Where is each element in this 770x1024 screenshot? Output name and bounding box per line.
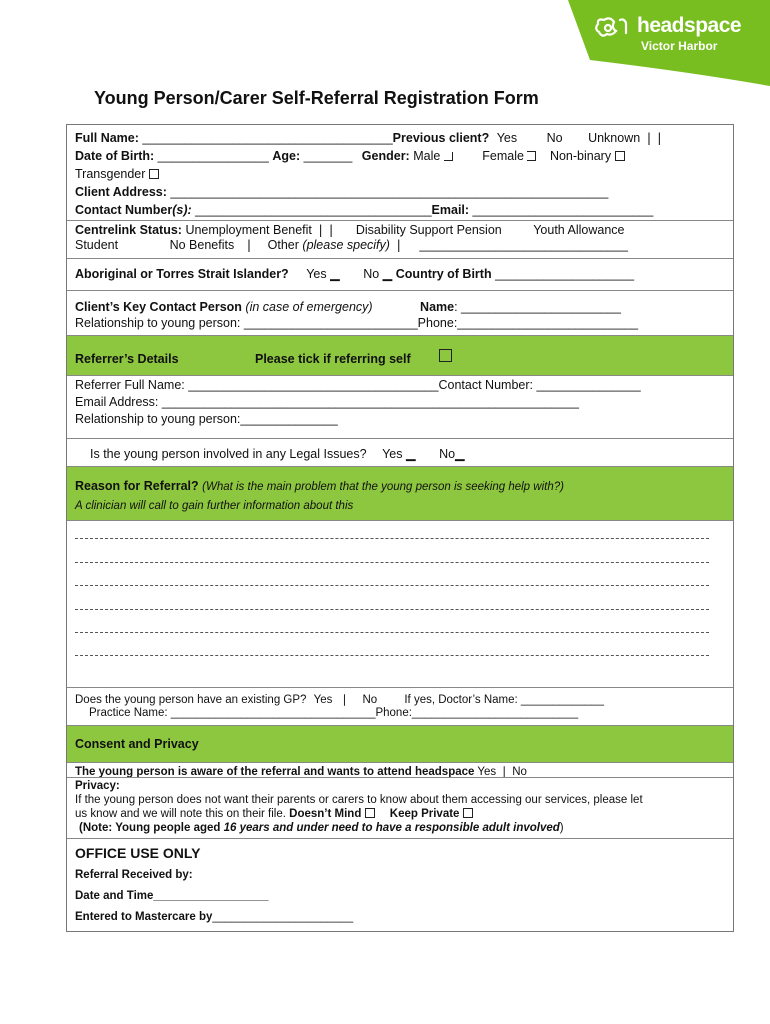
- reason-header-band: [67, 466, 733, 521]
- nonbinary-checkbox[interactable]: [615, 151, 625, 161]
- referrer-relationship-row: [75, 412, 338, 426]
- reason-header-line: [75, 479, 564, 493]
- form-title: Young Person/Carer Self-Referral Registration Form: [94, 88, 539, 108]
- legal-issues-row: [90, 446, 465, 461]
- address-label: Client Address:: [75, 185, 167, 199]
- gp-practice-row: [89, 707, 578, 719]
- female-checkbox[interactable]: [527, 151, 536, 161]
- previous-yes-option[interactable]: Yes: [496, 131, 518, 145]
- referrer-contact-field[interactable]: Contact Number: _______________: [438, 378, 641, 392]
- gender-male-option[interactable]: Male: [413, 149, 441, 163]
- benefits-row: [75, 237, 628, 252]
- mastercare-field[interactable]: ______________________: [212, 911, 354, 923]
- gp-yes-box[interactable]: ❘: [339, 694, 350, 706]
- logo-brand-text: headspace: [637, 14, 742, 37]
- consent-yes-box[interactable]: ❘: [499, 766, 510, 778]
- referrer-name-row: [75, 378, 641, 392]
- gp-yes-option[interactable]: Yes: [313, 694, 333, 706]
- previous-no-option[interactable]: No: [546, 131, 563, 145]
- key-contact-row: [75, 300, 621, 314]
- email-label: Email:: [431, 203, 470, 217]
- key-contact-note: (in case of emergency): [245, 300, 373, 314]
- reason-line[interactable]: [75, 655, 709, 656]
- reason-line[interactable]: [75, 632, 709, 633]
- privacy-row-2: [75, 808, 473, 820]
- legal-no-option[interactable]: No: [439, 447, 456, 461]
- legal-yes-option[interactable]: Yes: [382, 447, 403, 461]
- dob-label: Date of Birth:: [75, 149, 155, 163]
- reason-header: Reason for Referral?: [75, 479, 199, 493]
- keep-private-option[interactable]: Keep Private: [389, 808, 460, 820]
- unemployment-box[interactable]: ❘❘: [315, 223, 337, 237]
- referrer-header-band: [67, 335, 733, 376]
- aboriginal-yes-box[interactable]: ▁: [330, 267, 340, 281]
- referring-self-checkbox[interactable]: [439, 349, 452, 362]
- reason-line[interactable]: [75, 609, 709, 610]
- gender-female-option[interactable]: Female: [482, 149, 524, 163]
- logo-location-text: Victor Harbor: [641, 39, 718, 53]
- referral-received-label: Referral Received by:: [75, 869, 193, 881]
- dob-field[interactable]: ________________: [157, 149, 269, 163]
- full-name-label: Full Name:: [75, 131, 139, 145]
- full-name-row: [75, 130, 665, 145]
- key-contact-phone-field[interactable]: Phone:__________________________: [417, 316, 639, 330]
- email-field[interactable]: __________________________: [472, 203, 654, 217]
- previous-client-label: Previous client?: [392, 131, 490, 145]
- referrer-relationship-field[interactable]: Relationship to young person:______________: [75, 412, 338, 426]
- aboriginal-row: [75, 266, 634, 281]
- referrer-email-field[interactable]: Email Address: ____________________________________________________________: [75, 395, 579, 409]
- centrelink-label: Centrelink Status:: [75, 223, 182, 237]
- gp-phone-field[interactable]: Phone:__________________________: [375, 707, 579, 719]
- referrer-email-row: [75, 395, 579, 409]
- divider: [67, 438, 733, 439]
- mastercare-row: [75, 911, 353, 923]
- gp-row: [75, 692, 604, 706]
- privacy-text-2: us know and we will note this on their file.: [75, 808, 286, 820]
- unemployment-option[interactable]: Unemployment Benefit: [185, 223, 312, 237]
- aboriginal-no-option[interactable]: No: [363, 267, 380, 281]
- gender-nonbinary-option[interactable]: Non-binary: [549, 149, 612, 163]
- centrelink-row: [75, 222, 625, 237]
- date-time-field[interactable]: Date and Time__________________: [75, 890, 269, 902]
- gp-practice-field[interactable]: Practice Name: ________________________________: [89, 707, 376, 719]
- country-of-birth-label: Country of Birth: [395, 267, 492, 281]
- consent-aware-label: The young person is aware of the referral and wants to attend headspace: [75, 766, 475, 778]
- contact-field[interactable]: __________________________________: [195, 203, 432, 217]
- other-option[interactable]: Other: [267, 238, 303, 252]
- gender-transgender-option[interactable]: Transgender: [75, 167, 146, 181]
- contact-label: Contact Number: [75, 203, 173, 217]
- no-benefits-option[interactable]: No Benefits: [169, 238, 235, 252]
- no-benefits-box[interactable]: ❘: [243, 238, 255, 252]
- other-specify-note: (please specify): [302, 238, 390, 252]
- aboriginal-yes-option[interactable]: Yes: [306, 267, 327, 281]
- keep-private-checkbox[interactable]: [463, 808, 473, 818]
- country-of-birth-field[interactable]: ____________________: [495, 267, 635, 281]
- disability-option[interactable]: Disability Support Pension: [355, 223, 502, 237]
- other-box[interactable]: ❘: [393, 238, 404, 252]
- legal-no-box[interactable]: ▁: [455, 447, 465, 461]
- privacy-text-1: If the young person does not want their parents or carers to know about them accessing our services, please let: [75, 794, 643, 806]
- mastercare-label: Entered to Mastercare by: [75, 911, 213, 923]
- gender-label: Gender:: [361, 149, 410, 163]
- divider: [67, 777, 733, 778]
- reason-line[interactable]: [75, 585, 709, 586]
- aboriginal-no-box[interactable]: ▁: [382, 267, 393, 281]
- key-contact-label: Client’s Key Contact Person: [75, 300, 242, 314]
- previous-unknown-option[interactable]: Unknown: [588, 131, 641, 145]
- note-text-b: 16 years and under need to have a responsible adult involved: [223, 822, 560, 834]
- consent-header-band: [67, 725, 733, 763]
- doesnt-mind-checkbox[interactable]: [365, 808, 375, 818]
- consent-header: Consent and Privacy: [75, 737, 199, 751]
- divider: [67, 290, 733, 291]
- divider: [67, 838, 733, 839]
- key-contact-relationship-field[interactable]: Relationship to young person: _________________________: [75, 316, 418, 330]
- consent-aware-row: [75, 764, 527, 778]
- legal-issues-question: Is the young person involved in any Legal Issues?: [90, 447, 367, 461]
- youth-allowance-option[interactable]: Youth Allowance: [533, 223, 625, 237]
- referral-form: [66, 124, 734, 932]
- divider: [67, 258, 733, 259]
- referrer-header: Referrer’s Details: [75, 352, 179, 366]
- consent-no-option[interactable]: No: [512, 766, 527, 778]
- previous-unknown-box[interactable]: ❘❘: [643, 131, 665, 145]
- male-checkbox[interactable]: [444, 152, 453, 161]
- reason-line[interactable]: [75, 538, 709, 539]
- divider: [67, 220, 733, 221]
- legal-yes-box[interactable]: ▁: [405, 447, 416, 461]
- privacy-label: Privacy:: [75, 780, 120, 792]
- student-option[interactable]: Student: [75, 238, 119, 252]
- age-label: Age:: [272, 149, 301, 163]
- doesnt-mind-option[interactable]: Doesn’t Mind: [289, 808, 362, 820]
- transgender-checkbox[interactable]: [149, 169, 159, 179]
- address-field[interactable]: _______________________________________________________________: [170, 185, 609, 199]
- divider: [67, 687, 733, 688]
- gp-doctor-field[interactable]: If yes, Doctor’s Name: _____________: [404, 694, 605, 706]
- address-row: [75, 185, 608, 199]
- clinician-note: A clinician will call to gain further information about this: [75, 500, 354, 512]
- dob-row: [75, 149, 625, 163]
- note-row: [79, 822, 564, 834]
- consent-yes-option[interactable]: Yes: [477, 766, 497, 778]
- note-text-c: ): [559, 822, 564, 834]
- contact-row: [75, 203, 653, 217]
- contact-label-suffix: (s):: [172, 203, 192, 217]
- full-name-field[interactable]: ____________________________________: [142, 131, 393, 145]
- tick-self-label: Please tick if referring self: [255, 352, 411, 366]
- key-contact-name-label: Name: [420, 300, 455, 314]
- note-text-a: (Note: Young people aged: [79, 822, 224, 834]
- reason-line[interactable]: [75, 562, 709, 563]
- key-contact-name-field[interactable]: : _______________________: [454, 300, 621, 314]
- gp-no-option[interactable]: No: [362, 694, 378, 706]
- reason-header-note: (What is the main problem that the young person is seeking help with?): [202, 481, 564, 493]
- office-use-header: OFFICE USE ONLY: [75, 845, 201, 861]
- age-field[interactable]: _______: [303, 149, 353, 163]
- aboriginal-label: Aboriginal or Torres Strait Islander?: [75, 267, 289, 281]
- other-specify-field[interactable]: ______________________________: [419, 238, 628, 252]
- gp-question: Does the young person have an existing GP?: [75, 694, 307, 706]
- transgender-row: [75, 167, 159, 181]
- key-contact-row-2: [75, 316, 638, 330]
- referrer-name-field[interactable]: Referrer Full Name: ____________________________________: [75, 378, 439, 392]
